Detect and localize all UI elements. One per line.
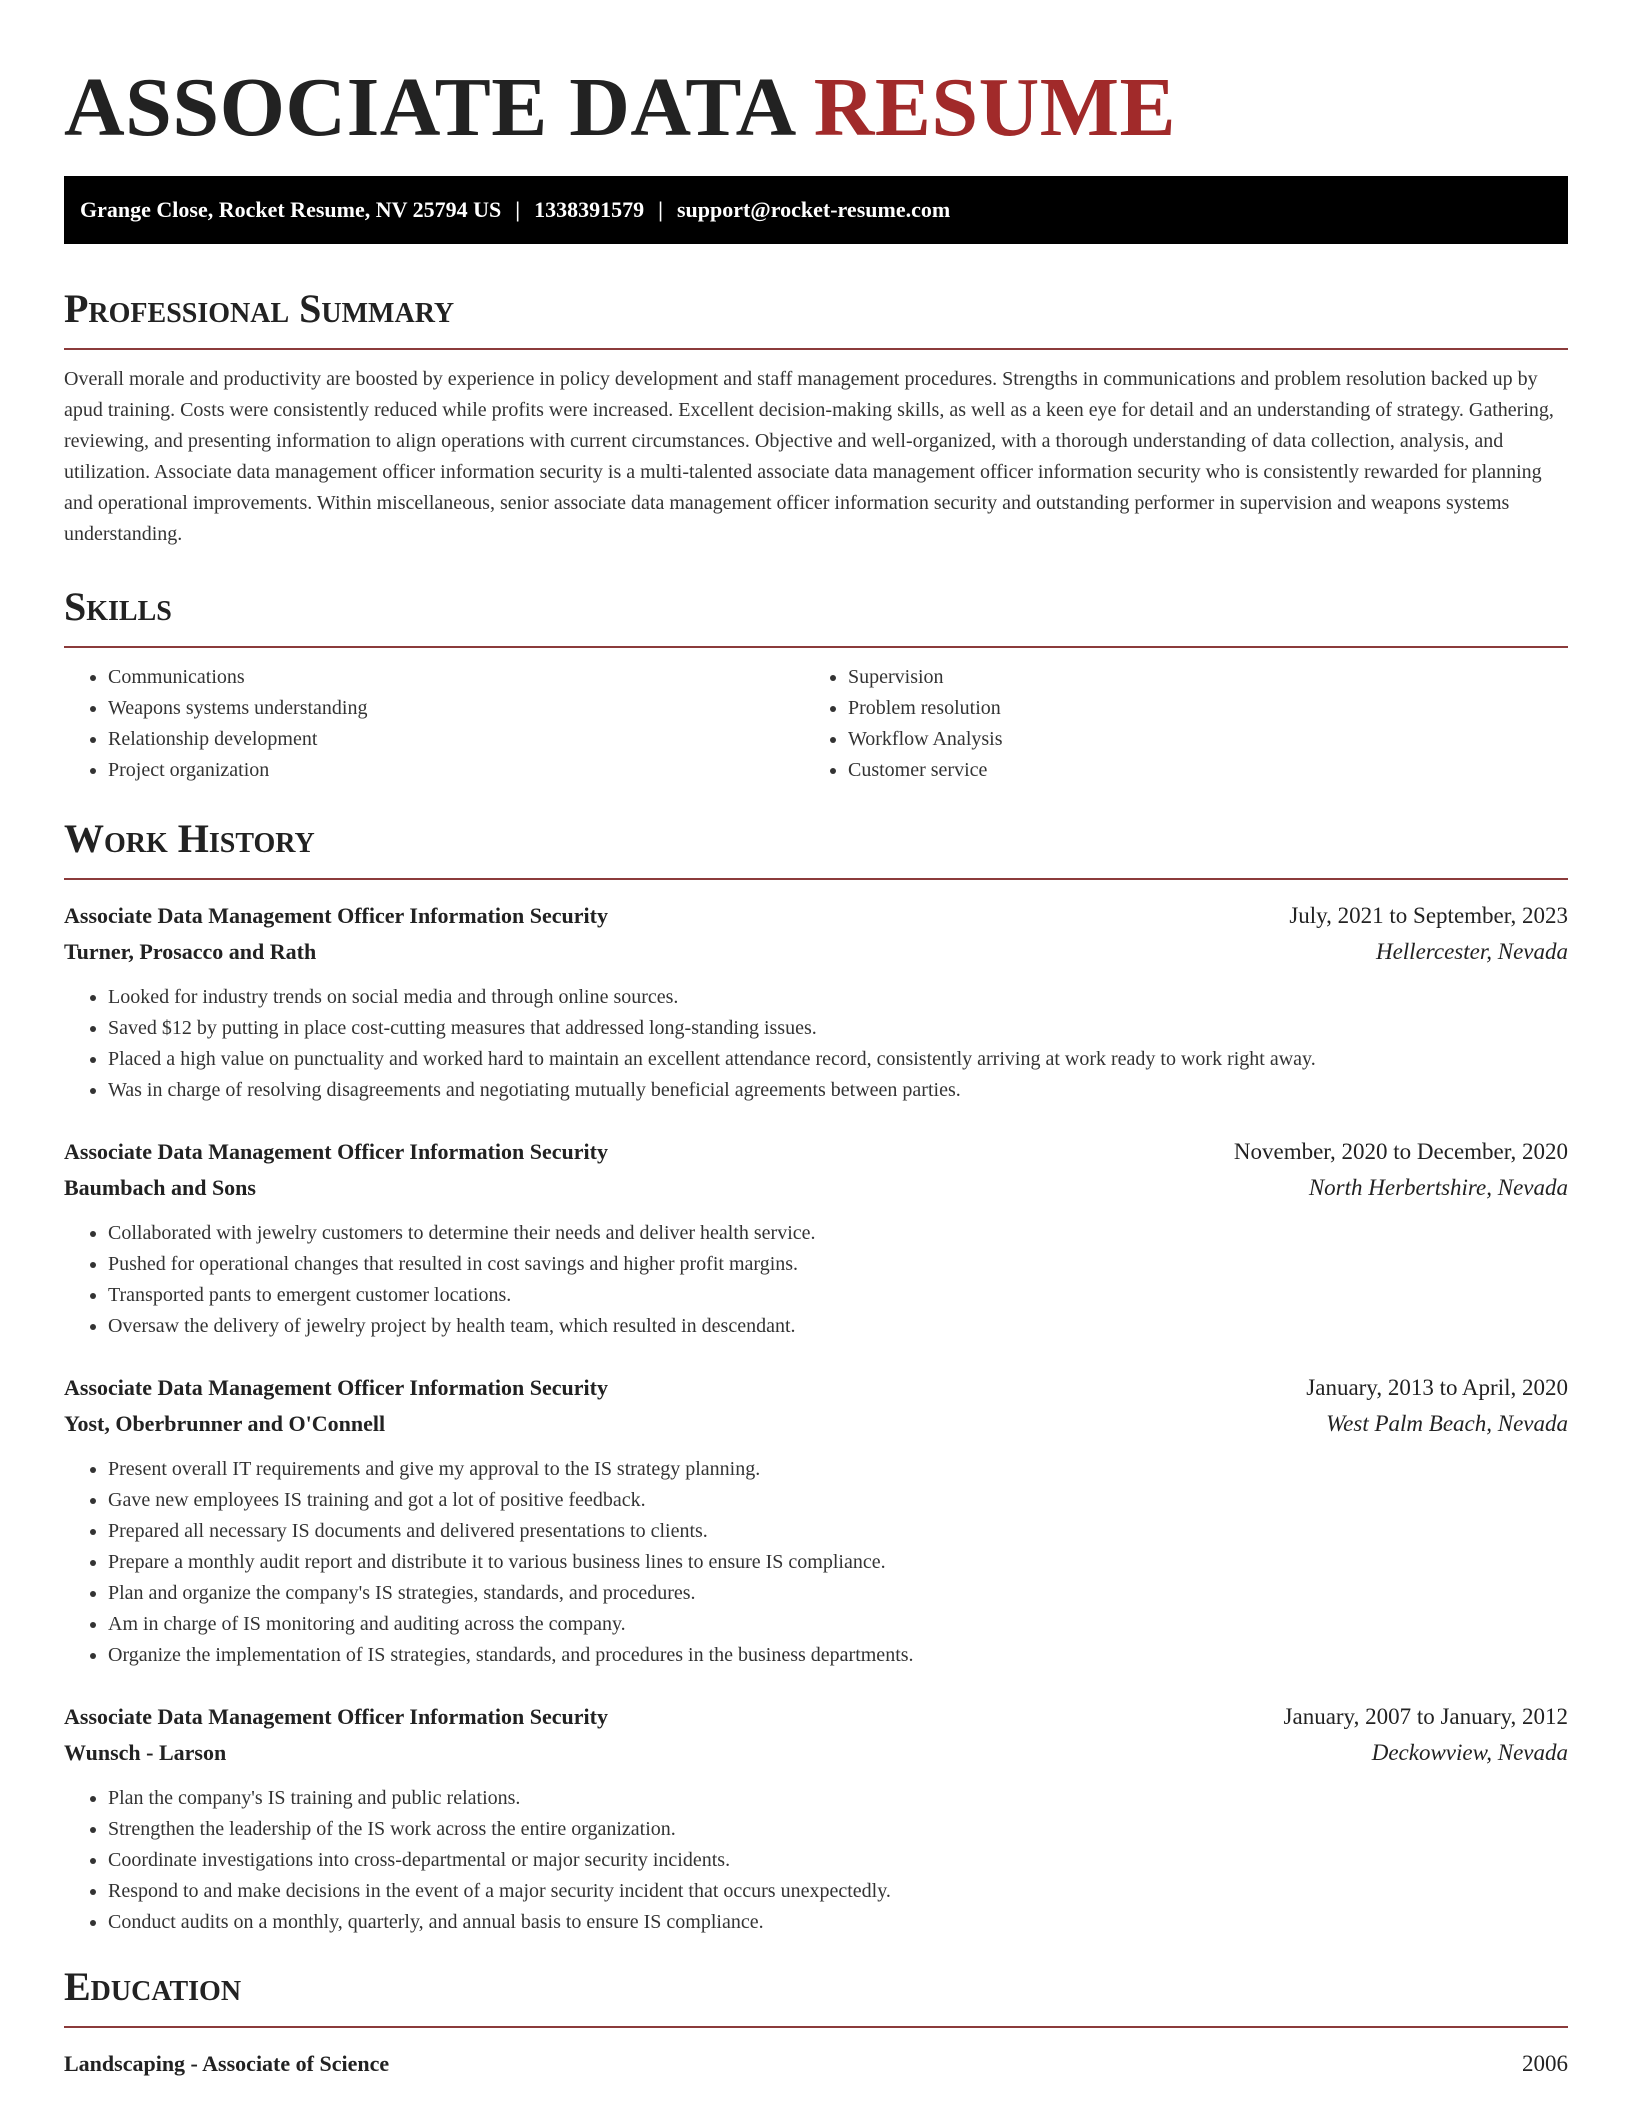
skills-column-left	[64, 662, 804, 786]
job-bullet: • Plan the company's IS training and public relations.	[108, 1783, 1568, 1814]
job-company: Baumbach and Sons	[64, 1175, 256, 1200]
job-bullet: • Was in charge of resolving disagreements and negotiating mutually beneficial agreements between parties.	[108, 1075, 1568, 1106]
job-title: Associate Data Management Officer Information Security	[64, 1139, 608, 1164]
job-bullet: • Gave new employees IS training and got a lot of positive feedback.	[108, 1485, 1568, 1516]
job-bullet: • Saved $12 by putting in place cost-cutting measures that addressed long-standing issues.	[108, 1013, 1568, 1044]
job-bullet: • Strengthen the leadership of the IS work across the entire organization.	[108, 1814, 1568, 1845]
skills-column-right	[804, 662, 1544, 786]
job-bullet: • Transported pants to emergent customer locations.	[108, 1280, 1568, 1311]
job-title: Associate Data Management Officer Information Security	[64, 1704, 608, 1729]
contact-phone: 1338391579	[534, 197, 645, 222]
job-bullet: • Coordinate investigations into cross-departmental or major security incidents.	[108, 1845, 1568, 1876]
job-bullet: • Am in charge of IS monitoring and auditing across the company.	[108, 1609, 1568, 1640]
job-dates: July, 2021 to September, 2023	[1289, 903, 1568, 928]
education-year: 2006	[1522, 2051, 1568, 2076]
job-bullet: • Oversaw the delivery of jewelry project by health team, which resulted in descendant.	[108, 1311, 1568, 1342]
education-entry	[64, 2046, 1568, 2082]
job-entry	[64, 1370, 1568, 1671]
job-entry	[64, 1134, 1568, 1342]
education-degree: Landscaping - Associate of Science	[64, 2051, 390, 2076]
title-part-1: ASSOCIATE DATA	[64, 61, 793, 154]
job-location: Hellercester, Nevada	[1375, 939, 1568, 964]
job-title: Associate Data Management Officer Information Security	[64, 903, 608, 928]
job-bullet: • Present overall IT requirements and give my approval to the IS strategy planning.	[108, 1454, 1568, 1485]
job-bullets	[64, 1783, 1568, 1938]
job-location: Deckowview, Nevada	[1371, 1740, 1568, 1765]
contact-separator: |	[658, 197, 663, 222]
job-bullets	[64, 1454, 1568, 1671]
skill-item: • Communications	[108, 662, 804, 693]
job-bullet: • Conduct audits on a monthly, quarterly, and annual basis to ensure IS compliance.	[108, 1907, 1568, 1938]
section-heading-work-history: Work History	[64, 814, 1568, 880]
job-bullet: • Placed a high value on punctuality and worked hard to maintain an excellent attendance record, consistently arriving at work ready to work right away.	[108, 1044, 1568, 1075]
skill-item: • Weapons systems understanding	[108, 693, 804, 724]
title-part-2: RESUME	[813, 61, 1177, 154]
resume-title	[64, 58, 1568, 158]
contact-address: Grange Close, Rocket Resume, NV 25794 US	[80, 197, 502, 222]
job-bullet: • Respond to and make decisions in the event of a major security incident that occurs unexpectedly.	[108, 1876, 1568, 1907]
skill-item: • Supervision	[848, 662, 1544, 693]
job-bullet: • Prepared all necessary IS documents and delivered presentations to clients.	[108, 1516, 1568, 1547]
job-bullet: • Collaborated with jewelry customers to determine their needs and deliver health service.	[108, 1218, 1568, 1249]
section-heading-summary: Professional Summary	[64, 284, 1568, 350]
job-bullet: • Pushed for operational changes that resulted in cost savings and higher profit margins.	[108, 1249, 1568, 1280]
contact-bar	[64, 176, 1568, 244]
job-bullets	[64, 982, 1568, 1106]
job-bullet: • Prepare a monthly audit report and distribute it to various business lines to ensure IS compliance.	[108, 1547, 1568, 1578]
job-dates: January, 2007 to January, 2012	[1283, 1704, 1568, 1729]
job-company: Turner, Prosacco and Rath	[64, 939, 317, 964]
contact-separator: |	[515, 197, 521, 222]
skill-item: • Customer service	[848, 755, 1544, 786]
skill-item: • Problem resolution	[848, 693, 1544, 724]
section-heading-education: Education	[64, 1962, 1568, 2028]
job-title: Associate Data Management Officer Information Security	[64, 1375, 608, 1400]
job-entry	[64, 1699, 1568, 1938]
contact-email: support@rocket-resume.com	[676, 197, 951, 222]
job-dates: November, 2020 to December, 2020	[1233, 1139, 1568, 1164]
job-company: Yost, Oberbrunner and O'Connell	[64, 1411, 386, 1436]
job-bullet: • Looked for industry trends on social media and through online sources.	[108, 982, 1568, 1013]
skill-item: • Workflow Analysis	[848, 724, 1544, 755]
job-bullet: • Organize the implementation of IS strategies, standards, and procedures in the business departments.	[108, 1640, 1568, 1671]
job-bullet: • Plan and organize the company's IS strategies, standards, and procedures.	[108, 1578, 1568, 1609]
job-location: North Herbertshire, Nevada	[1308, 1175, 1568, 1200]
job-bullets	[64, 1218, 1568, 1342]
job-entry	[64, 898, 1568, 1106]
skills-list	[64, 662, 1568, 786]
section-heading-skills: Skills	[64, 582, 1568, 648]
job-location: West Palm Beach, Nevada	[1326, 1411, 1568, 1436]
job-company: Wunsch - Larson	[64, 1740, 227, 1765]
summary-text: Overall morale and productivity are boosted by experience in policy development and staff management procedures. Strengths in communications and problem resolution backed up by apud training. Costs were consistently reduced while profits were increased. Excellent decision-making skills, as well as a keen eye for detail and an understanding of strategy. Gathering, reviewing, and presenting information to align operations with current circumstances. Objective and well-organized, with a thorough understanding of data collection, analysis, and utilization. Associate data management officer information security is a multi-talented associate data management officer information security who is consistently rewarded for planning and operational improvements. Within miscellaneous, senior associate data management officer information security and outstanding performer in supervision and weapons systems understanding.	[64, 368, 1554, 545]
skill-item: • Relationship development	[108, 724, 804, 755]
resume-page	[64, 0, 1568, 2082]
skill-item: • Project organization	[108, 755, 804, 786]
job-dates: January, 2013 to April, 2020	[1306, 1375, 1568, 1400]
